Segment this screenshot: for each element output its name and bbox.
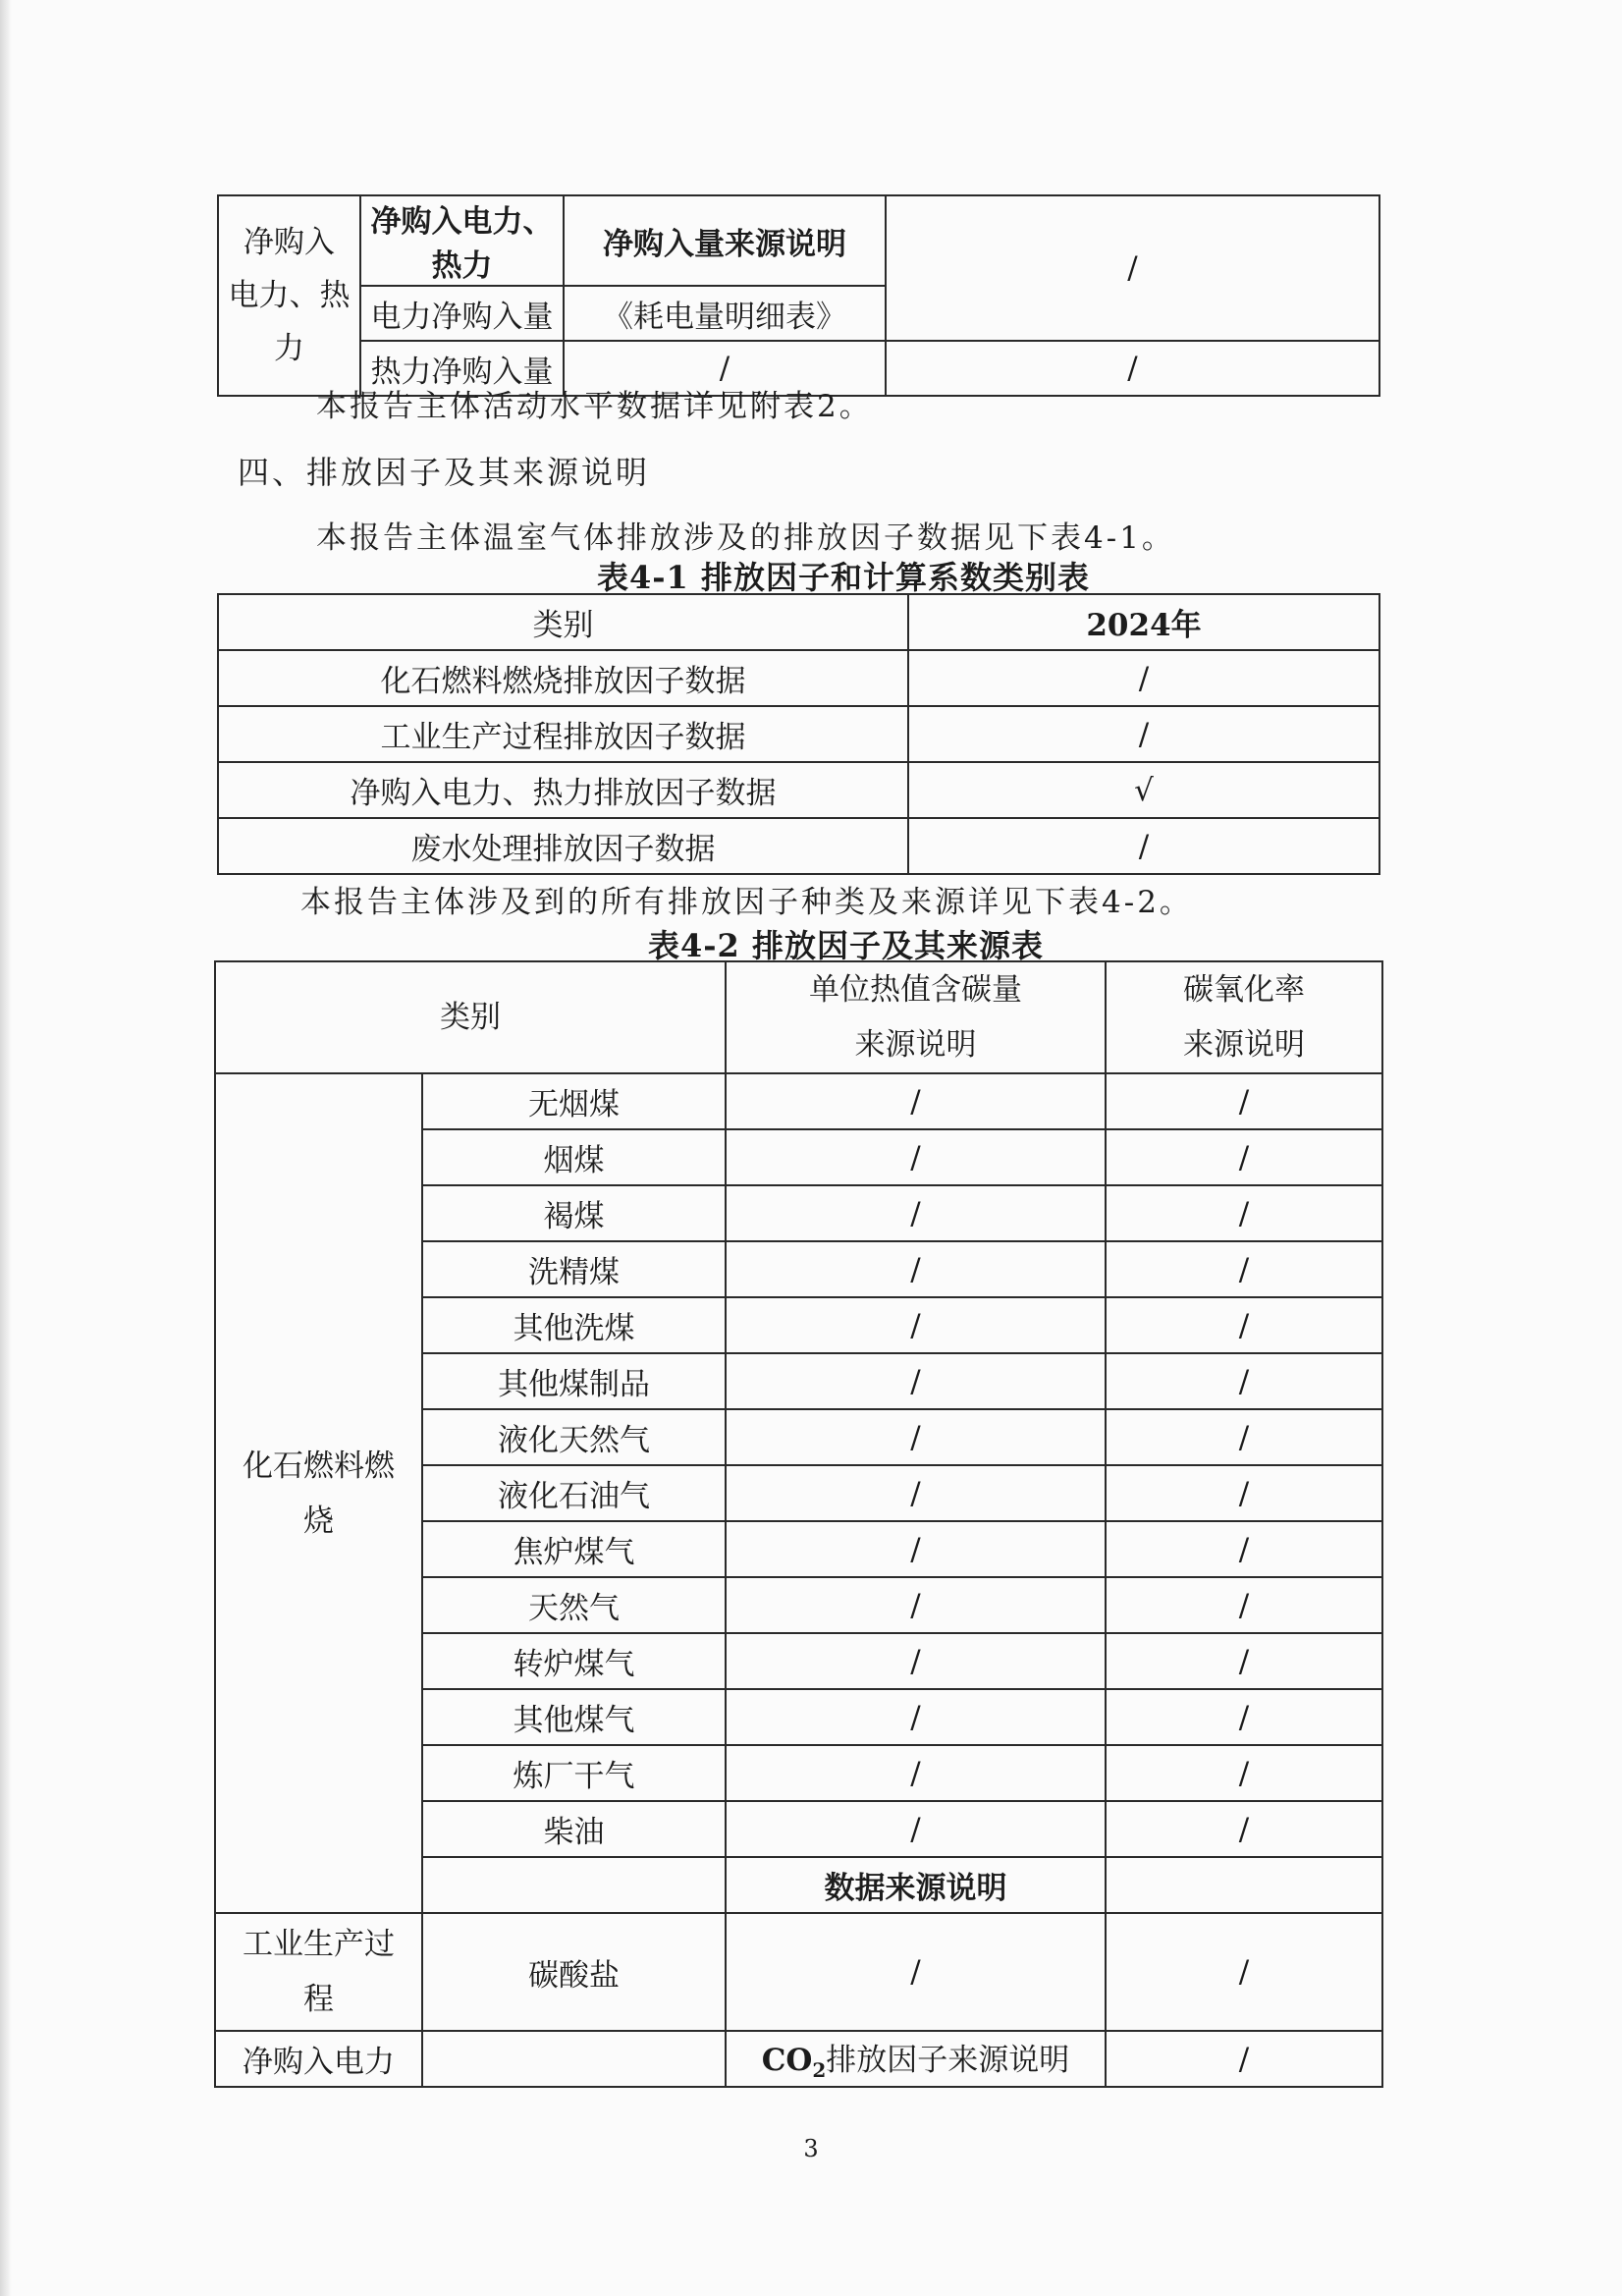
t42-fuel-oxidation-rate: / [1106,1801,1382,1857]
t42-header-category: 类别 [215,961,726,1073]
t41-row-label: 化石燃料燃烧排放因子数据 [218,650,908,706]
t42-fuel-label: 其他煤气 [422,1689,726,1745]
co2-subscript: 2 [812,2058,827,2083]
cell-merged-value: / [886,195,1379,341]
cell-heat-label: 热力净购入量 [360,341,564,396]
t42-fuel-label: 褐煤 [422,1185,726,1241]
section-heading-4: 四、排放因子及其来源说明 [238,454,651,491]
t42-fuel-carbon-content: / [726,1409,1106,1465]
t41-row-value: / [908,650,1379,706]
t42-fuel-oxidation-rate: / [1106,1185,1382,1241]
cell-heat-source: / [564,341,886,396]
t42-fuel-carbon-content: / [726,1577,1106,1633]
t41-row-value: / [908,706,1379,762]
t42-fuel-label: 炼厂干气 [422,1745,726,1801]
t42-fuel-carbon-content: / [726,1353,1106,1409]
table-row [218,818,1379,874]
t42-fuel-label: 天然气 [422,1577,726,1633]
t42-fuel-label: 无烟煤 [422,1073,726,1129]
t42-fuel-oxidation-rate: / [1106,1521,1382,1577]
t42-fuel-oxidation-rate: / [1106,1465,1382,1521]
t42-header-oxidation-rate: 碳氧化率 来源说明 [1106,961,1382,1073]
t42-empty-cell [1106,1857,1382,1913]
table42-caption: 表4-2 排放因子及其来源表 [648,927,1044,964]
co2-prefix: CO [761,2043,813,2079]
table-row [215,1073,1382,1129]
t41-row-value: √ [908,762,1379,818]
cell-subheading: 净购入电力、热力 [360,195,564,286]
cell-group-electricity-heat: 净购入 电力、热 力 [218,195,360,396]
cell-electricity-source: 《耗电量明细表》 [564,286,886,341]
table-4-1 [217,593,1380,875]
t42-fuel-carbon-content: / [726,1241,1106,1297]
t42-empty-cell [422,1857,726,1913]
t41-row-label: 净购入电力、热力排放因子数据 [218,762,908,818]
t42-fuel-label: 柴油 [422,1801,726,1857]
table-4-2 [214,960,1383,2088]
t42-fuel-oxidation-rate: / [1106,1689,1382,1745]
paragraph-activity-data: 本报告主体活动水平数据详见附表2。 [316,389,873,424]
paragraph-table42-intro: 本报告主体涉及到的所有排放因子种类及来源详见下表4-2。 [300,885,1193,920]
t42-fuel-oxidation-rate: / [1106,1745,1382,1801]
t41-row-value: / [908,818,1379,874]
t42-group-fossil-fuel: 化石燃料燃 烧 [215,1073,422,1913]
t42-fuel-oxidation-rate: / [1106,1073,1382,1129]
t42-fuel-carbon-content: / [726,1465,1106,1521]
t42-header-carbon-content: 单位热值含碳量 来源说明 [726,961,1106,1073]
table-row [218,650,1379,706]
t42-fuel-oxidation-rate: / [1106,1353,1382,1409]
cell-source-heading: 净购入量来源说明 [564,195,886,286]
paragraph-table41-intro: 本报告主体温室气体排放涉及的排放因子数据见下表4-1。 [316,520,1175,556]
t41-header-category: 类别 [218,594,908,650]
cell-electricity-label: 电力净购入量 [360,286,564,341]
t42-fuel-oxidation-rate: / [1106,1297,1382,1353]
t42-fuel-carbon-content: / [726,1633,1106,1689]
activity-data-table [217,194,1380,397]
cell-heat-value: / [886,341,1379,396]
t42-fuel-oxidation-rate: / [1106,1241,1382,1297]
t42-fuel-label: 其他洗煤 [422,1297,726,1353]
t41-header-year: 2024年 [908,594,1379,650]
page-number: 3 [803,2135,819,2162]
t42-group-industrial: 工业生产过 程 [215,1913,422,2031]
t42-fuel-carbon-content: / [726,1801,1106,1857]
t42-fuel-label: 洗精煤 [422,1241,726,1297]
t42-fuel-oxidation-rate: / [1106,1577,1382,1633]
t42-fuel-label: 烟煤 [422,1129,726,1185]
table-row [218,706,1379,762]
t42-fuel-oxidation-rate: / [1106,1633,1382,1689]
page-edge-shadow [0,0,12,2296]
t42-fuel-carbon-content: / [726,1297,1106,1353]
t42-fuel-label: 液化石油气 [422,1465,726,1521]
t42-fuel-carbon-content: / [726,1521,1106,1577]
t41-row-label: 废水处理排放因子数据 [218,818,908,874]
t42-fuel-carbon-content: / [726,1745,1106,1801]
t42-fuel-carbon-content: / [726,1073,1106,1129]
t41-row-label: 工业生产过程排放因子数据 [218,706,908,762]
t42-carbonate-rate: / [1106,1913,1382,2031]
t42-empty-cell [422,2031,726,2087]
t42-fuel-label: 焦炉煤气 [422,1521,726,1577]
t42-data-source-label: 数据来源说明 [726,1857,1106,1913]
t42-fuel-label: 液化天然气 [422,1409,726,1465]
co2-suffix: 排放因子来源说明 [826,2043,1070,2079]
t42-fuel-label: 其他煤制品 [422,1353,726,1409]
t42-fuel-carbon-content: / [726,1689,1106,1745]
table-row [218,762,1379,818]
t42-fuel-oxidation-rate: / [1106,1409,1382,1465]
t42-carbonate-value: / [726,1913,1106,2031]
t42-co2-source-label [726,2031,1106,2087]
t42-carbonate-label: 碳酸盐 [422,1913,726,2031]
t42-electricity-value: / [1106,2031,1382,2087]
t42-fuel-label: 转炉煤气 [422,1633,726,1689]
t42-fuel-oxidation-rate: / [1106,1129,1382,1185]
table41-caption: 表4-1 排放因子和计算系数类别表 [597,559,1090,596]
t42-fuel-carbon-content: / [726,1185,1106,1241]
t42-group-electricity: 净购入电力 [215,2031,422,2087]
t42-fuel-carbon-content: / [726,1129,1106,1185]
